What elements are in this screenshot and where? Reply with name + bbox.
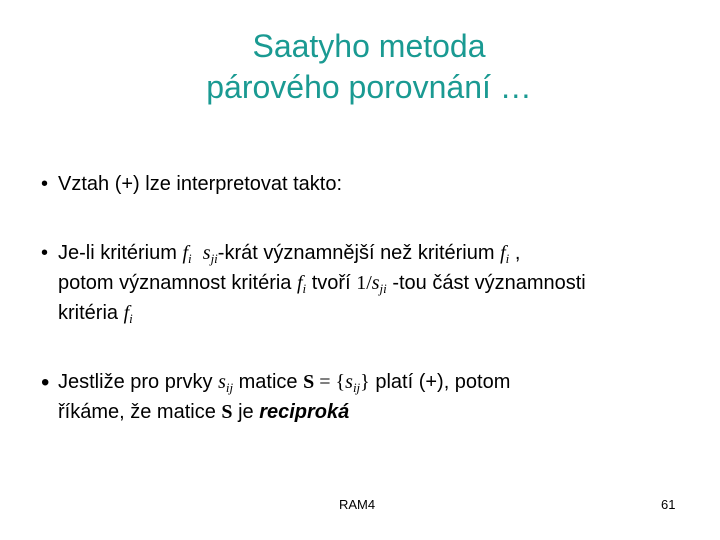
bullet-2-line-3 (58, 301, 708, 331)
text: je (232, 401, 260, 423)
bullet-2-line-2 (58, 271, 708, 301)
math-sub: i (188, 251, 192, 266)
math-brace: } (360, 371, 370, 393)
math-sub: ji (379, 281, 387, 296)
bullet-3-line-2 (58, 400, 708, 425)
title-line-2: párového porovnání … (206, 69, 532, 105)
math-f: f (296, 272, 303, 294)
bullet-1-text: Vztah (+) lze interpretovat takto: (58, 173, 343, 195)
math-s: s (202, 242, 211, 264)
title-line-1: Saatyho metoda (252, 28, 486, 64)
math-s: s (345, 371, 353, 393)
bullet-2-line-1 (58, 241, 708, 271)
footer-label: RAM4 (339, 497, 376, 512)
bullet-3-marker: • (41, 369, 50, 396)
math-eq: = { (314, 371, 346, 393)
math-sub: ji (210, 251, 218, 266)
bullet-3 (58, 370, 708, 425)
bullet-2-marker: • (41, 242, 49, 264)
math-one-slash: 1/ (356, 272, 372, 294)
math-f: f (500, 242, 506, 264)
text: Je-li kritérium (58, 242, 183, 264)
math-sub: i (302, 281, 307, 296)
math-sub: i (129, 311, 133, 326)
math-sub: ij (352, 380, 361, 395)
text: Jestliže pro prvky (58, 371, 219, 393)
math-sub: i (505, 251, 510, 266)
page-number: 61 (661, 497, 676, 512)
bullet-1 (58, 172, 342, 197)
math-s: s (218, 371, 226, 393)
text: -krát významnější než kritérium (217, 242, 501, 264)
bullet-3-line-1 (58, 370, 708, 400)
text: říkáme, že matice (58, 401, 222, 423)
text: tvoří (306, 272, 357, 294)
math-S: S (303, 371, 315, 393)
math-S: S (221, 401, 233, 423)
math-f: f (123, 302, 130, 324)
emphasis-reciproka: reciproká (259, 401, 350, 423)
math-s: s (371, 272, 380, 294)
text: -tou část významnosti (386, 272, 586, 294)
text: kritéria (58, 302, 124, 324)
text: potom významnost kritéria (58, 272, 297, 294)
text: , (509, 242, 521, 264)
math-f: f (182, 242, 189, 264)
math-sub: ij (225, 380, 234, 395)
text: matice (233, 371, 304, 393)
bullet-1-marker: • (41, 173, 49, 195)
text: platí (+), potom (369, 371, 511, 393)
bullet-2 (58, 241, 708, 331)
slide-title (0, 26, 720, 108)
